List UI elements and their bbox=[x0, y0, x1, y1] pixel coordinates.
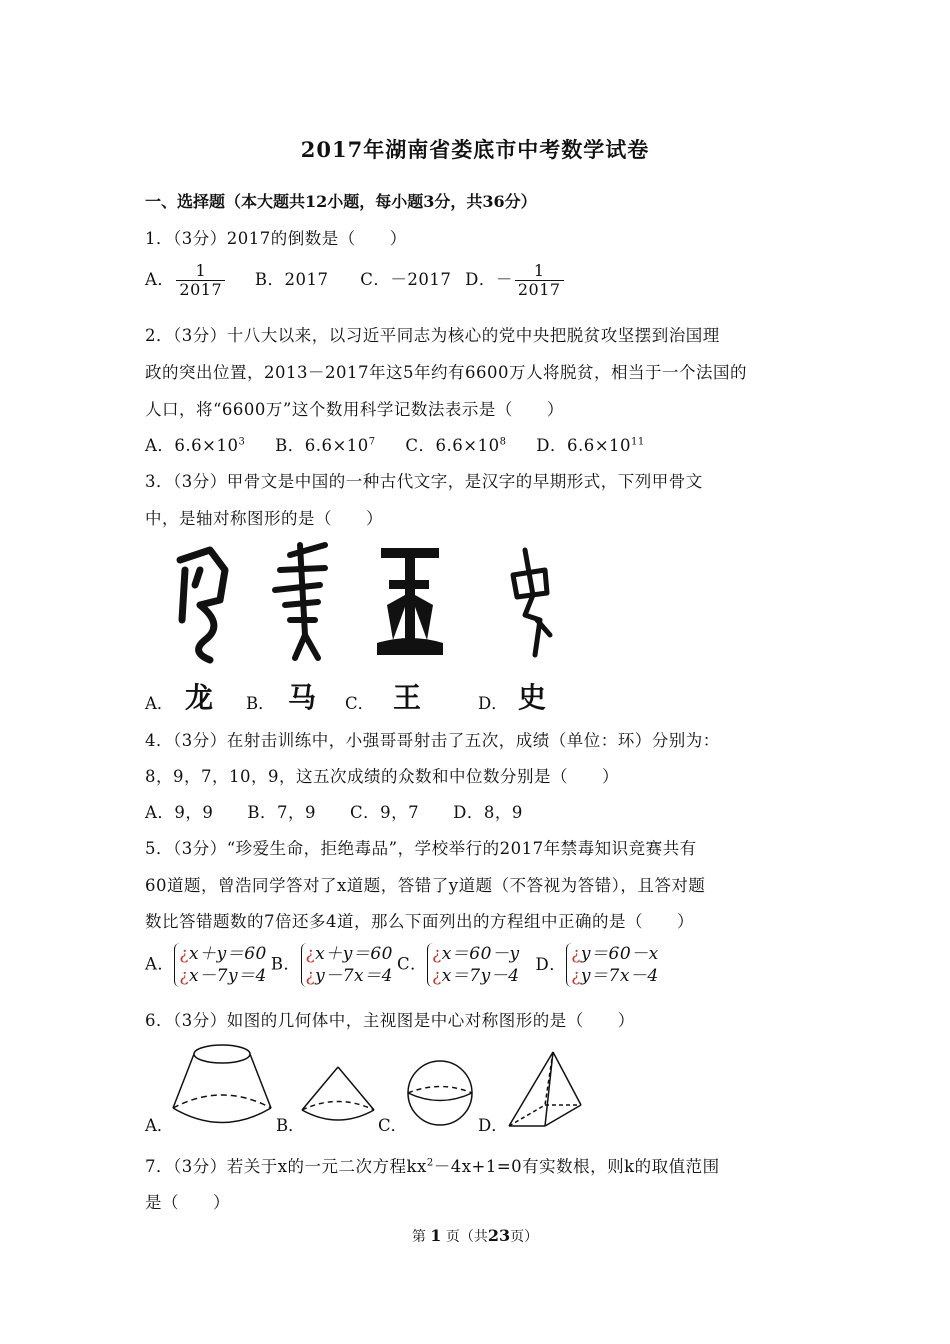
q1-option-d-label: D．－ bbox=[465, 270, 513, 289]
cone-figure bbox=[298, 1065, 378, 1125]
q3-line-2: 中，是轴对称图形的是（ ） bbox=[145, 509, 383, 528]
equation: x－7y＝4 bbox=[189, 966, 267, 986]
q3-line-1: 3．（3分）甲骨文是中国的一种古代文字，是汉字的早期形式，下列甲骨文 bbox=[145, 472, 703, 491]
q2-option-d: D．6.6×10 bbox=[536, 436, 632, 455]
q2-option-c: C．6.6×10 bbox=[405, 436, 500, 455]
q4-line-2: 8，9，7，10，9，这五次成绩的众数和中位数分别是（ ） bbox=[145, 767, 619, 786]
marker: ¿ bbox=[432, 944, 442, 964]
q6-option-a-label: A． bbox=[145, 1116, 174, 1135]
equation: x＋y＝60 bbox=[189, 944, 267, 964]
q2-line-1: 2．（3分）十八大以来，以习近平同志为核心的党中央把脱贫攻坚摆到治国理 bbox=[145, 326, 720, 345]
q5-line-3: 数比答错题数的7倍还多4道，那么下面列出的方程组中正确的是（ ） bbox=[145, 912, 694, 931]
marker: ¿ bbox=[179, 944, 190, 964]
q3-option-c-label: C． bbox=[345, 694, 375, 713]
q7-line-2: 是（ ） bbox=[145, 1193, 230, 1212]
q4-line-1: 4．（3分）在射击训练中，小强哥哥射击了五次，成绩（单位：环）分别为： bbox=[145, 731, 720, 750]
q6-option-c-label: C． bbox=[378, 1116, 408, 1135]
exponent: 2 bbox=[426, 1157, 434, 1169]
equation: x＋y＝60 bbox=[315, 944, 393, 964]
q1-option-d-fraction bbox=[515, 262, 564, 299]
marker: ¿ bbox=[432, 966, 442, 986]
exponent: 11 bbox=[631, 436, 645, 448]
q1-stem: 1．（3分）2017的倒数是（ ） bbox=[145, 229, 407, 248]
exponent: 7 bbox=[368, 436, 376, 448]
q5-option-d-label: D． bbox=[535, 954, 567, 974]
page-number: 1 bbox=[430, 1226, 442, 1245]
q6-option-b-label: B． bbox=[276, 1116, 305, 1135]
q5-option-c-label: C． bbox=[396, 954, 428, 974]
q1-option-b: B．2017 bbox=[254, 270, 329, 289]
exponent: 8 bbox=[499, 436, 507, 448]
marker: ¿ bbox=[571, 944, 581, 964]
q5-option-a-system bbox=[174, 943, 266, 987]
q5-line-2: 60道题，曾浩同学答对了x道题，答错了y道题（不答视为答错），且答对题 bbox=[145, 876, 706, 895]
fraction-denominator: 2017 bbox=[179, 280, 223, 299]
page-footer bbox=[0, 1226, 950, 1246]
exponent: 3 bbox=[238, 436, 246, 448]
oracle-dragon-glyph bbox=[170, 540, 240, 670]
pyramid-figure bbox=[505, 1050, 585, 1130]
marker: ¿ bbox=[179, 966, 190, 986]
fraction-numerator: 1 bbox=[176, 262, 225, 281]
q1-options bbox=[145, 262, 566, 299]
q2-options bbox=[145, 432, 645, 456]
q3-option-a-char: 龙 bbox=[185, 681, 214, 714]
q2-line-2: 政的突出位置，2013－2017年这5年约有6600万人将脱贫，相当于一个法国的 bbox=[145, 363, 747, 382]
q3-option-b-label: B． bbox=[246, 694, 275, 713]
q3-option-d-char: 史 bbox=[518, 681, 547, 714]
marker: ¿ bbox=[305, 966, 316, 986]
q2-option-a: A．6.6×10 bbox=[145, 436, 239, 455]
q5-line-1: 5．（3分）“珍爱生命，拒绝毒品”，学校举行的2017年禁毒知识竞赛共有 bbox=[145, 839, 697, 858]
q5-option-d-system bbox=[566, 943, 658, 987]
equation: y－7x＝4 bbox=[315, 966, 393, 986]
marker: ¿ bbox=[305, 944, 316, 964]
footer-middle: 页（共 bbox=[445, 1229, 488, 1245]
q1-option-a-fraction bbox=[176, 262, 225, 299]
frustum-figure bbox=[170, 1042, 275, 1127]
sphere-figure bbox=[405, 1058, 475, 1128]
q1-option-a-label: A． bbox=[145, 270, 175, 289]
q1-option-c: C．－2017 bbox=[360, 270, 452, 289]
page-total: 23 bbox=[487, 1226, 511, 1245]
q5-option-c-system bbox=[427, 943, 519, 987]
equation: y＝60－x bbox=[580, 944, 659, 964]
q3-option-b-char: 马 bbox=[288, 681, 317, 714]
q5-option-a-label: A． bbox=[145, 954, 175, 974]
marker: ¿ bbox=[571, 966, 581, 986]
q3-option-a-label: A． bbox=[145, 694, 174, 713]
equation: y＝7x－4 bbox=[580, 966, 659, 986]
oracle-history-glyph bbox=[505, 545, 560, 660]
q7-line-1 bbox=[145, 1153, 720, 1177]
page-title: 2017年湖南省娄底市中考数学试卷 bbox=[300, 137, 650, 162]
q5-option-b-label: B． bbox=[270, 954, 301, 974]
equation: x＝60－y bbox=[441, 944, 520, 964]
q7-text-part-1: 7．（3分）若关于x的一元二次方程kx bbox=[145, 1157, 427, 1176]
footer-prefix: 第 bbox=[411, 1229, 426, 1245]
q6-stem: 6．（3分）如图的几何体中，主视图是中心对称图形的是（ ） bbox=[145, 1011, 635, 1030]
q6-option-d-label: D． bbox=[478, 1116, 508, 1135]
q4-options: A．9，9 B．7，9 C．9，7 D．8，9 bbox=[145, 803, 523, 822]
fraction-numerator: 1 bbox=[515, 262, 564, 281]
equation: x＝7y－4 bbox=[441, 966, 520, 986]
fraction-denominator: 2017 bbox=[517, 280, 561, 299]
q7-text-part-2: －4x+1=0有实数根，则k的取值范围 bbox=[433, 1157, 720, 1176]
q3-option-c-char: 王 bbox=[393, 681, 422, 714]
section-heading: 一、选择题（本大题共12小题，每小题3分，共36分） bbox=[145, 192, 537, 211]
q2-option-b: B．6.6×10 bbox=[275, 436, 369, 455]
oracle-king-glyph bbox=[375, 545, 445, 660]
q5-option-b-system bbox=[301, 943, 393, 987]
footer-suffix: 页） bbox=[510, 1229, 539, 1245]
q2-line-3: 人口，将“6600万”这个数用科学记数法表示是（ ） bbox=[145, 400, 564, 419]
oracle-horse-glyph bbox=[270, 540, 340, 670]
q5-options bbox=[145, 943, 663, 987]
q3-option-d-label: D． bbox=[478, 694, 508, 713]
